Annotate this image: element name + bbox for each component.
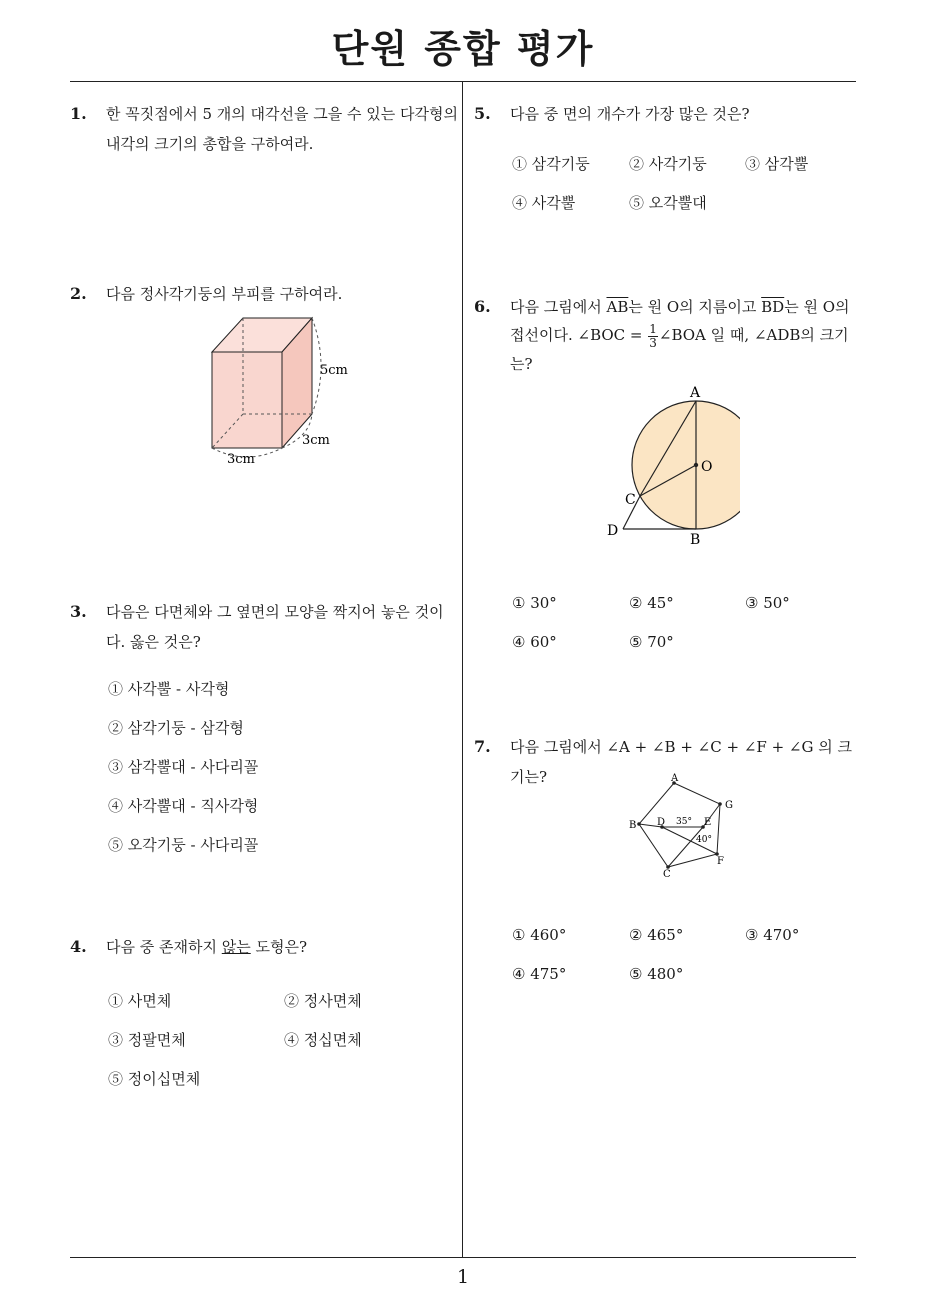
option-5[interactable]: ⑤ 480° — [629, 965, 684, 983]
option-4[interactable]: ④ 475° — [512, 965, 567, 983]
fraction-denominator: 3 — [649, 335, 657, 350]
polygon-figure — [626, 770, 746, 880]
option-1[interactable]: ① 삼각기둥 — [512, 155, 590, 173]
page-title: 단원 종합 평가 — [331, 27, 595, 71]
question-2 — [70, 279, 460, 309]
center-point — [694, 463, 698, 467]
height-label: 5cm — [320, 363, 348, 378]
question-text — [510, 293, 862, 378]
question-number: 7. — [474, 737, 491, 756]
question-number: 5. — [474, 104, 491, 123]
label-b: B — [629, 820, 637, 831]
option-3[interactable]: ③ 삼각뿔대 - 사다리꼴 — [108, 758, 259, 776]
angle-40-label: 40° — [696, 835, 712, 845]
question-text: 다음 정사각기둥의 부피를 구하여라. — [106, 285, 343, 303]
segment-bd: $\overline{BD}$ — [761, 298, 785, 316]
vertex-g — [718, 802, 722, 806]
label-b: B — [690, 532, 701, 548]
circle-figure — [600, 380, 740, 550]
question-number: 4. — [70, 937, 87, 956]
label-c: C — [663, 869, 671, 880]
option-4[interactable]: ④ 사각뿔 — [512, 194, 576, 212]
option-2[interactable]: ② 삼각기둥 - 삼각형 — [108, 719, 244, 737]
option-5[interactable]: ⑤ 오각뿔대 — [629, 194, 707, 212]
column-divider — [462, 82, 463, 1257]
option-4[interactable]: ④ 60° — [512, 633, 557, 651]
question-text-part: 도형은? — [250, 938, 308, 956]
label-a: A — [671, 773, 679, 784]
option-3[interactable]: ③ 50° — [745, 594, 790, 612]
bottom-rule — [70, 1257, 856, 1258]
question-1 — [70, 99, 460, 159]
question-4 — [70, 932, 460, 962]
option-3[interactable]: ③ 470° — [745, 926, 800, 944]
option-2[interactable]: ② 정사면체 — [284, 992, 362, 1010]
top-rule — [70, 81, 856, 82]
option-3[interactable]: ③ 정팔면체 — [108, 1031, 186, 1049]
question-text: 다음 그림에서 ∠A + ∠B + ∠C + ∠F + ∠G 의 크기는? — [510, 738, 852, 786]
question-number: 2. — [70, 284, 87, 303]
label-d: D — [607, 523, 619, 539]
option-3[interactable]: ③ 삼각뿔 — [745, 155, 809, 173]
question-text: 다음 중 면의 개수가 가장 많은 것은? — [510, 105, 750, 123]
option-5[interactable]: ⑤ 오각기둥 - 사다리꼴 — [108, 836, 259, 854]
question-text-part: 는 원 O의 지름이고 — [628, 298, 762, 316]
depth-label: 3cm — [302, 433, 330, 448]
prism-front-face — [212, 352, 282, 448]
question-text — [106, 932, 460, 962]
option-4[interactable]: ④ 사각뿔대 - 직사각형 — [108, 797, 259, 815]
fraction-numerator: 1 — [649, 321, 657, 336]
option-5[interactable]: ⑤ 70° — [629, 633, 674, 651]
option-1[interactable]: ① 460° — [512, 926, 567, 944]
prism-figure — [200, 308, 370, 468]
option-5[interactable]: ⑤ 정이십면체 — [108, 1070, 201, 1088]
question-6 — [474, 293, 862, 378]
question-text-part: 다음 그림에서 — [510, 298, 607, 316]
question-number: 6. — [474, 297, 491, 316]
label-d: D — [657, 817, 666, 828]
option-2[interactable]: ② 사각기둥 — [629, 155, 707, 173]
circle-o — [632, 401, 740, 529]
question-text: 다음은 다면체와 그 옆면의 모양을 짝지어 놓은 것이다. 옳은 것은? — [106, 603, 444, 651]
option-1[interactable]: ① 사면체 — [108, 992, 172, 1010]
segment-ab: $\overline{AB}$ — [606, 298, 629, 316]
option-4[interactable]: ④ 정십면체 — [284, 1031, 362, 1049]
question-text: 한 꼭짓점에서 5 개의 대각선을 그을 수 있는 다각형의 내각의 크기의 총합을 구하여라. — [106, 105, 458, 153]
question-text-part: ∠BOA 일 때, ∠ADB의 크기는? — [510, 326, 849, 373]
width-label: 3cm — [227, 452, 255, 467]
vertex-b — [637, 822, 641, 826]
question-3 — [70, 597, 460, 657]
question-number: 1. — [70, 104, 87, 123]
page-number: 1 — [456, 1266, 470, 1288]
label-f: F — [717, 856, 724, 867]
label-g: G — [725, 800, 733, 811]
option-1[interactable]: ① 사각뿔 - 사각형 — [108, 680, 230, 698]
angle-35-label: 35° — [676, 817, 692, 827]
label-c: C — [625, 492, 636, 508]
question-text-part: 는 원 O의 접선이다. ∠BOC = — [510, 298, 850, 344]
fraction-one-third — [648, 323, 658, 350]
option-2[interactable]: ② 45° — [629, 594, 674, 612]
underlined-word: 않는 — [221, 938, 251, 956]
label-o: O — [701, 459, 713, 475]
label-e: E — [704, 817, 712, 828]
label-a: A — [690, 385, 701, 401]
option-2[interactable]: ② 465° — [629, 926, 684, 944]
option-1[interactable]: ① 30° — [512, 594, 557, 612]
question-5 — [474, 99, 864, 129]
question-number: 3. — [70, 602, 87, 621]
question-text-part: 다음 중 존재하지 — [106, 938, 222, 956]
